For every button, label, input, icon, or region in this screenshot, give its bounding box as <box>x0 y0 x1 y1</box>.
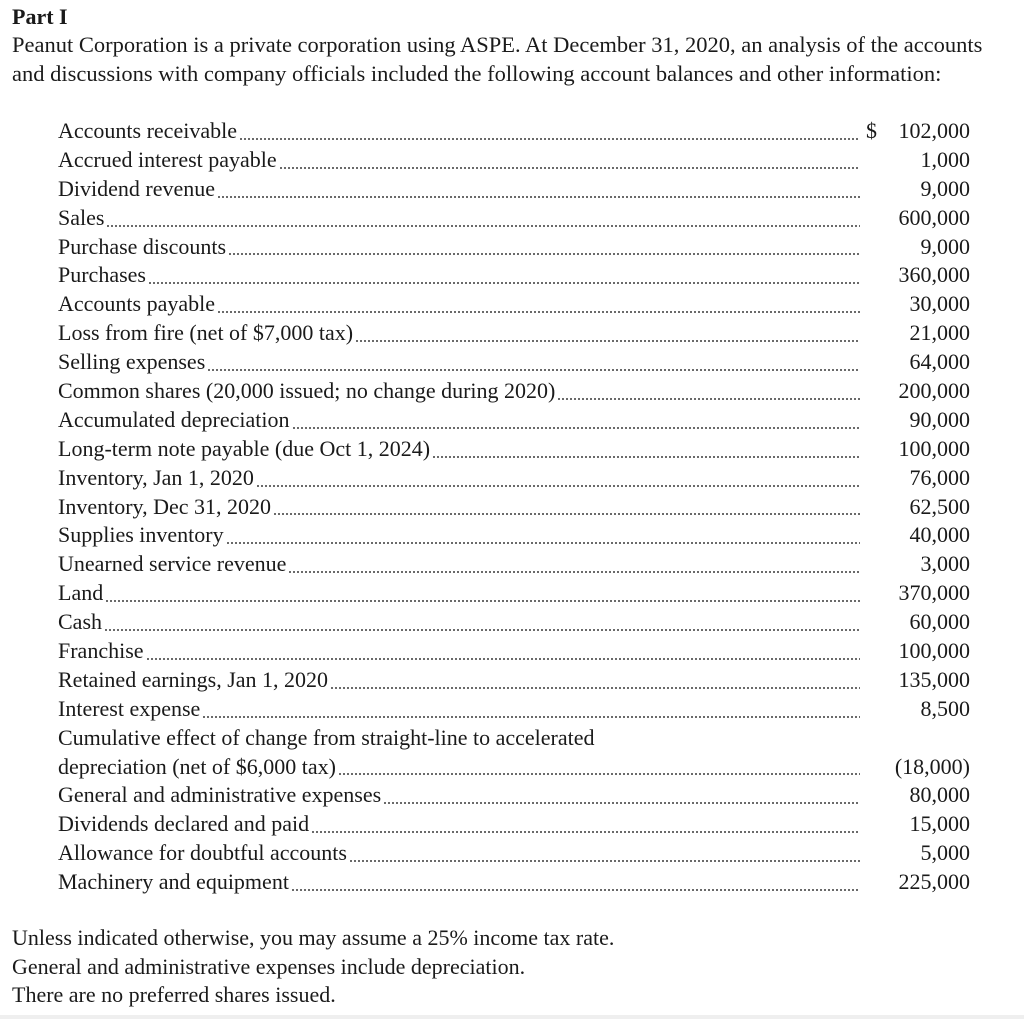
account-label: Common shares (20,000 issued; no change during 2020) <box>58 378 556 404</box>
account-amount: 62,500 <box>909 493 970 519</box>
account-amount: 360,000 <box>898 262 970 288</box>
account-balances-list <box>58 117 970 897</box>
account-label: General and administrative expenses <box>58 782 382 808</box>
account-label: Interest expense <box>58 695 201 721</box>
dot-leader <box>239 138 860 140</box>
balance-row <box>58 868 970 897</box>
balance-row <box>58 406 970 435</box>
account-amount: 60,000 <box>909 609 970 635</box>
account-label: Cash <box>58 609 102 635</box>
dot-leader <box>148 282 860 284</box>
dot-leader <box>207 369 860 371</box>
dot-leader <box>349 860 860 862</box>
account-amount: 8,500 <box>920 695 970 721</box>
note-line: Unless indicated otherwise, you may assume a 25% income tax rate. <box>12 925 615 950</box>
dot-leader <box>432 456 860 458</box>
account-amount: 9,000 <box>920 233 970 259</box>
account-label: Machinery and equipment <box>58 869 289 895</box>
account-label: Accounts receivable <box>58 118 237 143</box>
account-amount: 600,000 <box>898 204 970 230</box>
account-amount: 76,000 <box>909 464 970 490</box>
balance-row <box>58 290 970 319</box>
account-label: Cumulative effect of change from straight-line to accelerated <box>58 724 595 750</box>
balance-row <box>58 781 970 810</box>
dot-leader <box>105 600 860 602</box>
balance-row <box>58 146 970 175</box>
balance-row <box>58 493 970 522</box>
account-label: Long-term note payable (due Oct 1, 2024) <box>58 435 431 461</box>
account-label: Inventory, Jan 1, 2020 <box>58 464 254 490</box>
account-amount: 9,000 <box>920 175 970 201</box>
balance-row <box>58 319 970 348</box>
balance-row <box>58 348 970 377</box>
balance-row <box>58 435 970 464</box>
balance-row <box>58 175 970 204</box>
dot-leader <box>557 398 860 400</box>
account-amount: 30,000 <box>909 291 970 317</box>
account-label: Purchase discounts <box>58 233 227 259</box>
dot-leader <box>338 773 860 775</box>
account-amount: 200,000 <box>898 378 970 404</box>
account-label: Accumulated depreciation <box>58 406 290 432</box>
account-amount: 100,000 <box>898 435 970 461</box>
account-label: Franchise <box>58 638 144 664</box>
account-label: Retained earnings, Jan 1, 2020 <box>58 666 329 692</box>
account-amount: 135,000 <box>898 666 970 692</box>
account-label: Accounts payable <box>58 291 215 317</box>
dot-leader <box>146 658 860 660</box>
account-amount: 64,000 <box>909 349 970 375</box>
balance-row <box>58 666 970 695</box>
account-label: Unearned service revenue <box>58 551 287 577</box>
dot-leader <box>217 311 860 313</box>
part-title: Part I <box>12 4 68 29</box>
account-label: Land <box>58 580 104 606</box>
dot-leader <box>292 427 860 429</box>
account-amount: (18,000) <box>894 753 970 779</box>
dot-leader <box>291 889 860 891</box>
account-label: Accrued interest payable <box>58 146 277 172</box>
balance-row <box>58 839 970 868</box>
account-label: Dividend revenue <box>58 175 215 201</box>
account-amount: 370,000 <box>898 580 970 606</box>
balance-row <box>58 464 970 493</box>
account-amount: 1,000 <box>920 146 970 172</box>
dot-leader <box>355 340 860 342</box>
account-label: depreciation (net of $6,000 tax) <box>58 753 336 779</box>
account-amount: 90,000 <box>909 406 970 432</box>
account-amount: 21,000 <box>909 320 970 346</box>
notes <box>12 924 614 1010</box>
account-amount: 225,000 <box>898 869 970 895</box>
dot-leader <box>104 629 860 631</box>
intro-paragraph: Peanut Corporation is a private corporation using ASPE. At December 31, 2020, an analysis of the accounts and discussions with company officials included the following account balances and other information: <box>12 32 983 86</box>
balance-row <box>58 521 970 550</box>
balance-row <box>58 637 970 666</box>
dot-leader <box>202 716 860 718</box>
account-label: Purchases <box>58 262 146 288</box>
balance-row <box>58 261 970 290</box>
dot-leader <box>217 196 860 198</box>
balance-row <box>58 377 970 406</box>
account-amount: 40,000 <box>909 522 970 548</box>
account-amount <box>866 117 970 146</box>
dot-leader <box>330 687 860 689</box>
balance-row <box>58 753 970 782</box>
dot-leader <box>311 831 860 833</box>
dot-leader <box>383 802 860 804</box>
account-amount: 3,000 <box>920 551 970 577</box>
dot-leader <box>228 253 860 255</box>
account-amount: 15,000 <box>909 811 970 837</box>
amount-value: 102,000 <box>898 118 970 143</box>
balance-row <box>58 810 970 839</box>
balance-row <box>58 550 970 579</box>
account-label: Loss from fire (net of $7,000 tax) <box>58 320 354 346</box>
dot-leader <box>279 167 860 169</box>
account-label: Selling expenses <box>58 349 206 375</box>
balance-row <box>58 579 970 608</box>
account-amount: 5,000 <box>920 840 970 866</box>
balance-row-heading <box>58 724 970 753</box>
dot-leader <box>256 485 860 487</box>
account-amount: 100,000 <box>898 638 970 664</box>
account-label: Dividends declared and paid <box>58 811 310 837</box>
balance-row <box>58 117 970 146</box>
currency-symbol: $ <box>866 118 877 143</box>
balance-row <box>58 608 970 637</box>
balance-row <box>58 233 970 262</box>
dot-leader <box>288 571 860 573</box>
account-amount: 80,000 <box>909 782 970 808</box>
balance-row <box>58 204 970 233</box>
account-label: Inventory, Dec 31, 2020 <box>58 493 272 519</box>
account-label: Sales <box>58 204 105 230</box>
note-line: General and administrative expenses include depreciation. <box>12 953 526 979</box>
dot-leader <box>226 542 860 544</box>
balance-row <box>58 695 970 724</box>
dot-leader <box>273 513 860 515</box>
note-line: There are no preferred shares issued. <box>12 982 336 1007</box>
dot-leader <box>106 225 860 227</box>
account-label: Allowance for doubtful accounts <box>58 840 347 866</box>
bottom-edge <box>0 1015 1024 1019</box>
account-label: Supplies inventory <box>58 522 224 548</box>
